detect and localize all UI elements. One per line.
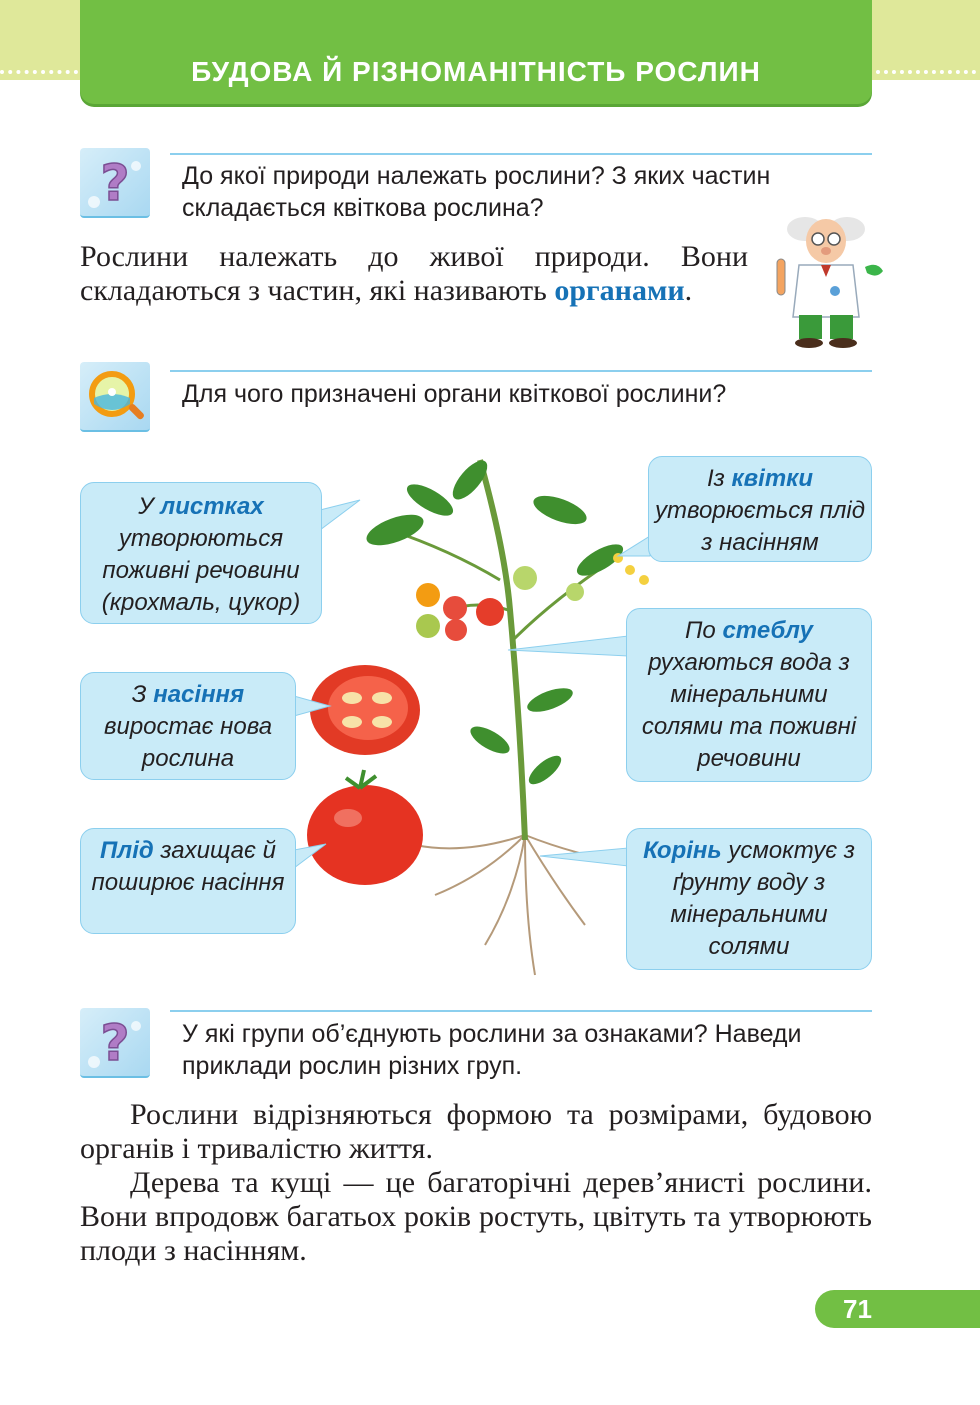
- svg-text:?: ?: [100, 154, 130, 212]
- question-icon: [80, 1008, 150, 1078]
- callout-flower-text: утворюється плід з насінням: [654, 497, 866, 556]
- callout-root-keyword: Корінь: [643, 837, 722, 864]
- page-number-tab: [815, 1290, 980, 1328]
- body-paragraph: Рослини відрізняються формою та розмірами, будовою органів і тривалістю життя.: [80, 1098, 872, 1165]
- svg-text:?: ?: [100, 1014, 130, 1072]
- body-paragraph: Дерева та кущі — це багаторічні дерев’янисті рослини. Вони впродовж багатьох років ростуть, цвітуть та утворюють плоди з насінням.: [80, 1166, 872, 1267]
- body-paragraph-text: Рослини належать до живої природи. Вони складаються з частин, які називають: [80, 240, 748, 307]
- callout-fruit-text: захищає й поширює насіння: [91, 837, 285, 896]
- callout-seeds-pre: З: [131, 681, 147, 708]
- callout-leaves-keyword: листках: [160, 493, 264, 520]
- page-title: БУДОВА Й РІЗНОМАНІТНІСТЬ РОСЛИН: [191, 56, 761, 87]
- question-rule: [170, 1010, 872, 1012]
- callout-fruit-keyword: Плід: [100, 837, 154, 864]
- callout-leaves-text: утворюються поживні речовини (крохмаль, цукор): [101, 525, 301, 616]
- callout-stem-keyword: стеблу: [722, 617, 813, 644]
- callout-flower-pre: Із: [707, 465, 725, 492]
- callout-seeds-keyword: насіння: [153, 681, 245, 708]
- callout-stem-text: рухаються вода з мінеральними солями та поживні речовини: [641, 649, 857, 772]
- callout-stem-pre: По: [685, 617, 716, 644]
- callout-fruit: [80, 828, 296, 934]
- question-text: У які групи об’єднують рослини за ознаками? Наведи приклади рослин різних груп.: [182, 1020, 802, 1080]
- callout-flower-keyword: квітки: [731, 465, 813, 492]
- callout-leaves-pre: У: [138, 493, 154, 520]
- paragraph-end: .: [684, 274, 693, 307]
- term-organs: органами: [554, 274, 685, 307]
- page-number: 71: [843, 1294, 872, 1324]
- callout-flower: [648, 456, 872, 562]
- callout-leaves: [80, 482, 322, 624]
- callout-root-text: усмоктує з ґрунту воду з мінеральними солями: [670, 837, 855, 960]
- callout-seeds: [80, 672, 296, 780]
- callout-seeds-text: виростає нова рослина: [103, 713, 273, 772]
- callout-stem: [626, 608, 872, 782]
- question-text: До якої природи належать рослини? З яких частин складається квіткова рослина?: [182, 162, 771, 222]
- callout-root: [626, 828, 872, 970]
- question-text: Для чого призначені органи квіткової рослини?: [182, 380, 727, 408]
